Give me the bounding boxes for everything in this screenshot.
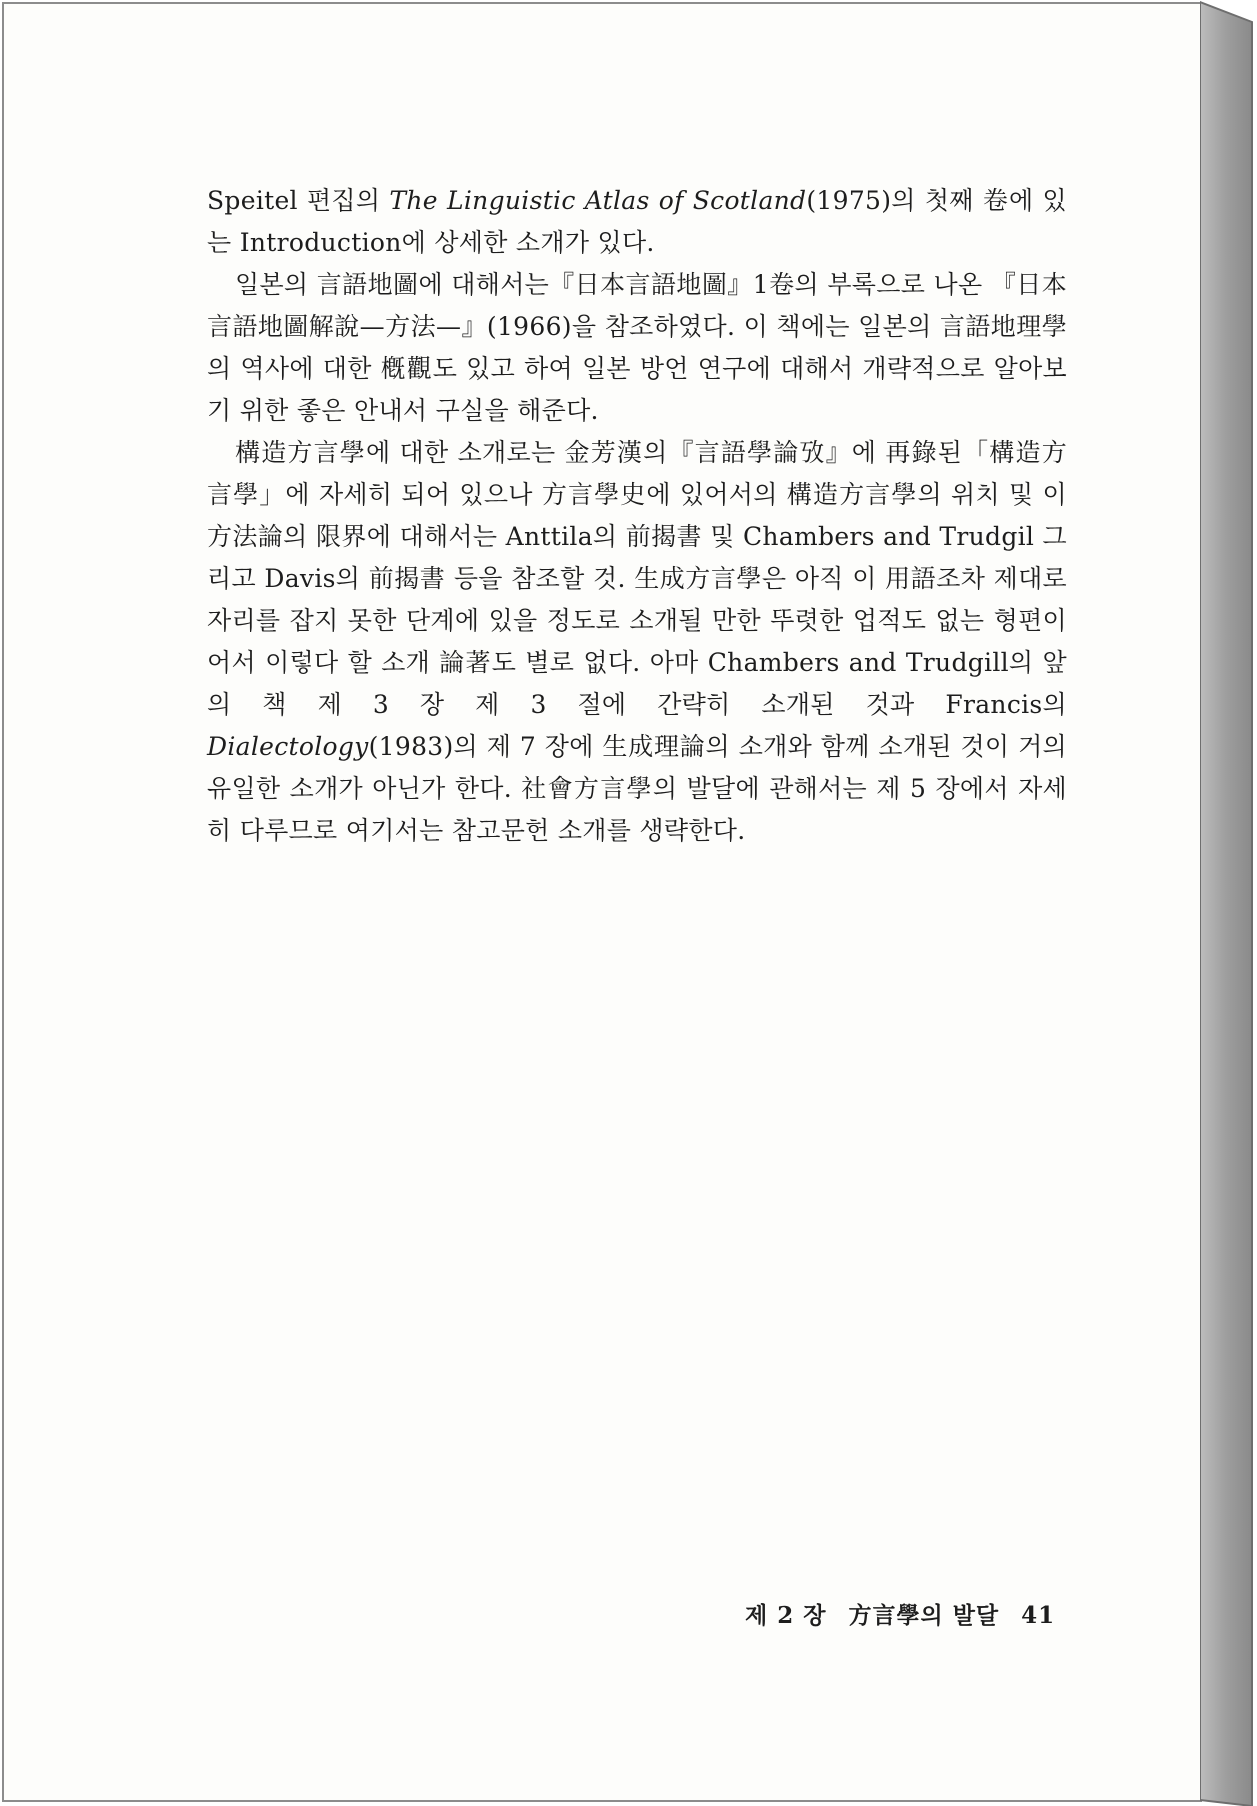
paragraph-3-rest: (1983)의 제 7 장에 生成理論의 소개와 함께 소개된 것이 거의 유일한 소개가 아닌가 한다. 社會方言學의 발달에 관해서는 제 5 장에서 자세히 다루므로 여기서는 참고문헌 소개를 생략한다. (207, 732, 1067, 845)
body-text (207, 180, 1067, 852)
paragraph-3 (207, 432, 1067, 852)
paragraph-3-lead: 構造方言學에 대한 소개로는 金芳漢의『言語學論攷』에 再錄된「構造方言學」에 자세히 되어 있으나 方言學史에 있어서의 構造方言學의 위치 및 이 方法論의 限界에 대해서는 Anttila의 前揭書 및 Chambers and Trudgil 그리고 Davis의 前揭書 등을 참조할 것. 生成方言學은 아직 이 用語조차 제대로 자리를 잡지 못한 단계에 있을 정도로 소개될 만한 뚜렷한 업적도 없는 형편이어서 이렇다 할 소개 論著도 별로 없다. 아마 Chambers and Trudgill의 앞의 책 제 3 장 제 3 절에 간략히 소개된 것과 Francis의 (207, 438, 1068, 719)
chapter-title: 方言學의 발달 (848, 1602, 1000, 1629)
book-title-dialectology: Dialectology (207, 732, 369, 761)
paragraph-2-text: 일본의 言語地圖에 대해서는『日本言語地圖』1卷의 부록으로 나온 『日本言語地圖解說—方法—』(1966)을 참조하였다. 이 책에는 일본의 言語地理學의 역사에 대한 槪觀도 있고 하여 일본 방언 연구에 대해서 개략적으로 알아보기 위한 좋은 안내서 구실을 해준다. (207, 270, 1067, 425)
paragraph-2 (207, 264, 1067, 432)
running-footer (745, 1597, 1075, 1630)
book-title-scotland-atlas: The Linguistic Atlas of Scotland (389, 186, 807, 215)
paragraph-1-rest: (1975)의 첫째 卷에 있는 Introduction에 상세한 소개가 있다. (207, 186, 1067, 257)
paragraph-1-lead: Speitel 편집의 (207, 186, 390, 215)
chapter-label: 제 2 장 (745, 1602, 827, 1629)
book-edge (1200, 0, 1257, 1806)
page-number: 41 (1021, 1602, 1056, 1629)
paragraph-1 (207, 180, 1067, 264)
